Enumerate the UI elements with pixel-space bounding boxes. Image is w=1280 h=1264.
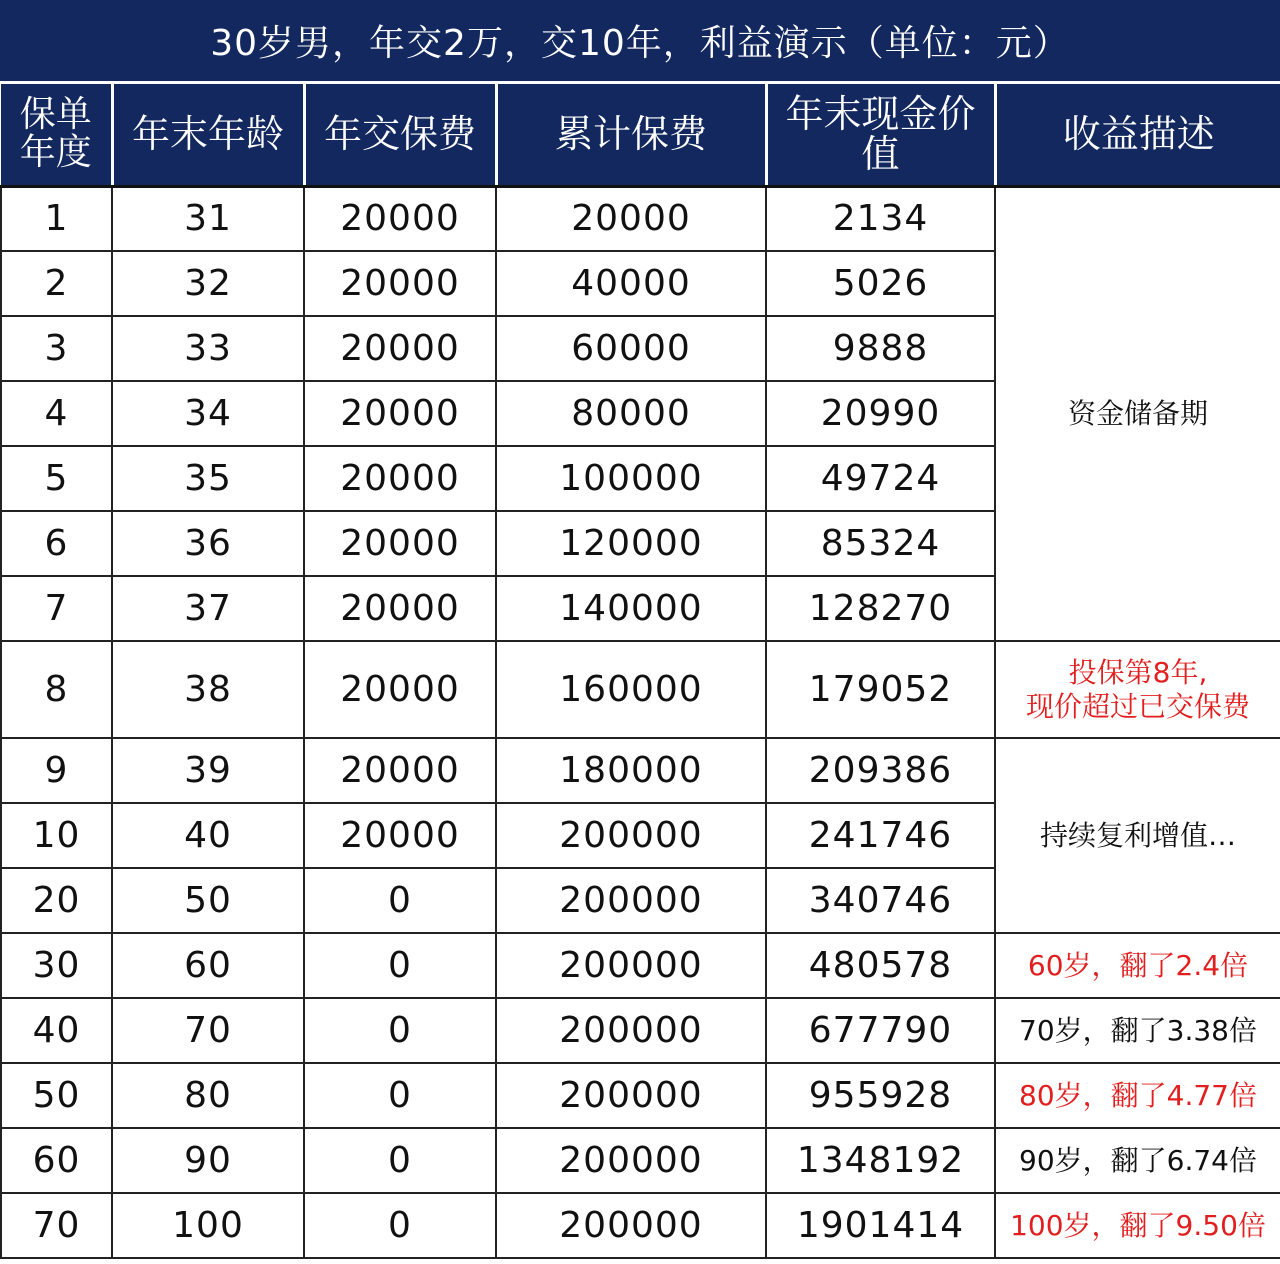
table-row (1, 186, 1280, 251)
header-row (1, 84, 1280, 186)
cell-cash-value: 480578 (766, 933, 995, 998)
cell-cash-value: 2134 (766, 186, 995, 251)
cell-total-premium: 140000 (496, 576, 766, 641)
cell-cash-value: 128270 (766, 576, 995, 641)
cell-annual-premium: 20000 (304, 186, 496, 251)
cell-policy-year: 20 (1, 868, 112, 933)
cell-annual-premium: 20000 (304, 251, 496, 316)
cell-description: 80岁，翻了4.77倍 (995, 1063, 1280, 1128)
cell-policy-year: 6 (1, 511, 112, 576)
cell-age: 35 (112, 446, 304, 511)
cell-age: 80 (112, 1063, 304, 1128)
header-description: 收益描述 (995, 84, 1280, 186)
cell-age: 37 (112, 576, 304, 641)
cell-annual-premium: 0 (304, 1063, 496, 1128)
cell-total-premium: 200000 (496, 1193, 766, 1258)
cell-age: 38 (112, 641, 304, 738)
cell-policy-year: 50 (1, 1063, 112, 1128)
header-total-premium: 累计保费 (496, 84, 766, 186)
cell-policy-year: 40 (1, 998, 112, 1063)
cell-cash-value: 209386 (766, 738, 995, 803)
cell-policy-year: 9 (1, 738, 112, 803)
cell-total-premium: 120000 (496, 511, 766, 576)
cell-annual-premium: 20000 (304, 641, 496, 738)
cell-description: 100岁，翻了9.50倍 (995, 1193, 1280, 1258)
cell-annual-premium: 20000 (304, 803, 496, 868)
cell-cash-value: 1348192 (766, 1128, 995, 1193)
cell-age: 31 (112, 186, 304, 251)
cell-total-premium: 200000 (496, 933, 766, 998)
benefit-table (0, 84, 1280, 1259)
cell-cash-value: 1901414 (766, 1193, 995, 1258)
cell-policy-year: 7 (1, 576, 112, 641)
cell-cash-value: 9888 (766, 316, 995, 381)
cell-annual-premium: 20000 (304, 381, 496, 446)
cell-age: 33 (112, 316, 304, 381)
cell-annual-premium: 0 (304, 933, 496, 998)
cell-age: 39 (112, 738, 304, 803)
cell-total-premium: 200000 (496, 998, 766, 1063)
cell-annual-premium: 20000 (304, 511, 496, 576)
cell-policy-year: 4 (1, 381, 112, 446)
cell-policy-year: 30 (1, 933, 112, 998)
cell-annual-premium: 0 (304, 1128, 496, 1193)
cell-cash-value: 955928 (766, 1063, 995, 1128)
cell-age: 60 (112, 933, 304, 998)
cell-annual-premium: 0 (304, 998, 496, 1063)
cell-description: 60岁，翻了2.4倍 (995, 933, 1280, 998)
cell-annual-premium: 20000 (304, 316, 496, 381)
cell-policy-year: 60 (1, 1128, 112, 1193)
cell-policy-year: 70 (1, 1193, 112, 1258)
table-row (1, 1193, 1280, 1258)
cell-age: 90 (112, 1128, 304, 1193)
table-title: 30岁男，年交2万，交10年，利益演示（单位：元） (0, 0, 1280, 84)
cell-cash-value: 241746 (766, 803, 995, 868)
cell-total-premium: 180000 (496, 738, 766, 803)
cell-total-premium: 80000 (496, 381, 766, 446)
cell-total-premium: 200000 (496, 868, 766, 933)
cell-cash-value: 20990 (766, 381, 995, 446)
cell-policy-year: 1 (1, 186, 112, 251)
table-header (1, 84, 1280, 186)
cell-total-premium: 200000 (496, 803, 766, 868)
cell-policy-year: 8 (1, 641, 112, 738)
cell-annual-premium: 0 (304, 1193, 496, 1258)
header-age: 年末年龄 (112, 84, 304, 186)
header-cash-value: 年末现金价值 (766, 84, 995, 186)
cell-cash-value: 677790 (766, 998, 995, 1063)
header-annual-premium: 年交保费 (304, 84, 496, 186)
cell-annual-premium: 20000 (304, 738, 496, 803)
cell-total-premium: 20000 (496, 186, 766, 251)
cell-age: 100 (112, 1193, 304, 1258)
cell-cash-value: 5026 (766, 251, 995, 316)
cell-policy-year: 2 (1, 251, 112, 316)
table-row (1, 641, 1280, 738)
cell-age: 50 (112, 868, 304, 933)
cell-description: 持续复利增值… (995, 738, 1280, 933)
table-row (1, 933, 1280, 998)
cell-policy-year: 10 (1, 803, 112, 868)
cell-policy-year: 3 (1, 316, 112, 381)
table-body (1, 186, 1280, 1258)
cell-age: 40 (112, 803, 304, 868)
cell-total-premium: 60000 (496, 316, 766, 381)
cell-description: 投保第8年, 现价超过已交保费 (995, 641, 1280, 738)
cell-description: 资金储备期 (995, 186, 1280, 641)
cell-cash-value: 340746 (766, 868, 995, 933)
table-row (1, 1128, 1280, 1193)
cell-cash-value: 179052 (766, 641, 995, 738)
cell-total-premium: 40000 (496, 251, 766, 316)
cell-description: 90岁，翻了6.74倍 (995, 1128, 1280, 1193)
cell-description: 70岁，翻了3.38倍 (995, 998, 1280, 1063)
cell-total-premium: 200000 (496, 1128, 766, 1193)
cell-age: 36 (112, 511, 304, 576)
table-row (1, 998, 1280, 1063)
cell-total-premium: 160000 (496, 641, 766, 738)
cell-policy-year: 5 (1, 446, 112, 511)
cell-annual-premium: 0 (304, 868, 496, 933)
cell-age: 70 (112, 998, 304, 1063)
cell-annual-premium: 20000 (304, 576, 496, 641)
cell-age: 32 (112, 251, 304, 316)
cell-annual-premium: 20000 (304, 446, 496, 511)
cell-total-premium: 100000 (496, 446, 766, 511)
cell-cash-value: 49724 (766, 446, 995, 511)
cell-age: 34 (112, 381, 304, 446)
cell-cash-value: 85324 (766, 511, 995, 576)
table-row (1, 738, 1280, 803)
cell-total-premium: 200000 (496, 1063, 766, 1128)
table-row (1, 1063, 1280, 1128)
header-policy-year: 保单年度 (1, 84, 112, 186)
